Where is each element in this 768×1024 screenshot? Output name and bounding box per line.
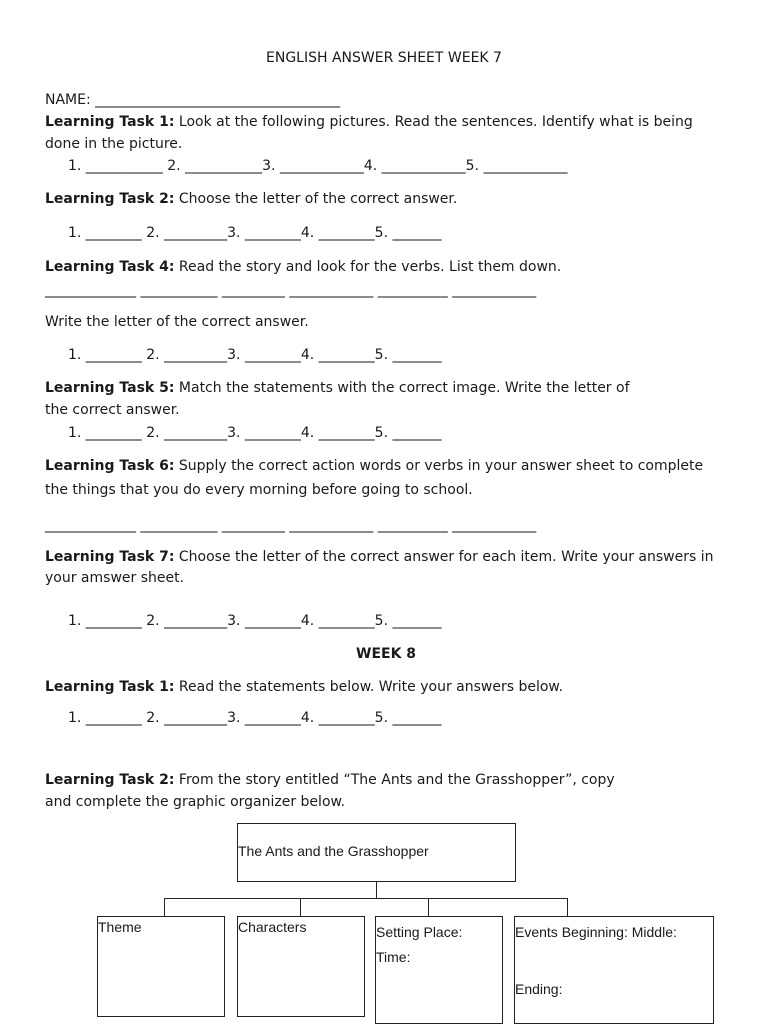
organizer-connector <box>164 898 165 916</box>
organizer-connector <box>164 898 568 899</box>
task-text: Choose the letter of the correct answer. <box>178 191 458 207</box>
task-label: Learning Task 2: <box>45 191 175 207</box>
task-label: Learning Task 1: <box>45 114 175 130</box>
task-4b-instruction: Write the letter of the correct answer. <box>45 314 309 330</box>
organizer-setting-box <box>375 916 503 1024</box>
task-2-answers: 1. ________ 2. _________3. ________4. ________5. _______ <box>68 225 442 241</box>
task-1-instruction <box>45 113 693 131</box>
organizer-connector <box>376 882 377 898</box>
task-text: Supply the correct action words or verbs in your answer sheet to complete <box>178 458 704 474</box>
week8-task-2-instruction-cont: and complete the graphic organizer below. <box>45 794 346 810</box>
task-text: Match the statements with the correct image. Write the letter of <box>178 380 630 396</box>
task-4b-answers: 1. ________ 2. _________3. ________4. ________5. _______ <box>68 347 442 363</box>
task-1-instruction-cont: done in the picture. <box>45 136 183 152</box>
task-7-answers: 1. ________ 2. _________3. ________4. ________5. _______ <box>68 613 442 629</box>
task-label: Learning Task 1: <box>45 679 175 695</box>
organizer-events-label: Events Beginning: Middle: <box>515 924 677 940</box>
organizer-connector <box>300 898 301 916</box>
task-text: Choose the letter of the correct answer for each item. Write your answers in <box>178 549 714 565</box>
organizer-setting-time-label: Time: <box>376 949 411 965</box>
task-4-instruction <box>45 258 561 276</box>
organizer-ending-label: Ending: <box>515 981 563 997</box>
task-label: Learning Task 2: <box>45 772 175 788</box>
organizer-theme-label: Theme <box>98 919 142 935</box>
week8-task-2-instruction <box>45 771 615 789</box>
task-6-instruction <box>45 457 703 475</box>
week-8-heading: WEEK 8 <box>356 646 417 662</box>
task-label: Learning Task 4: <box>45 259 175 275</box>
task-text: Look at the following pictures. Read the sentences. Identify what is being <box>178 114 693 130</box>
task-text: From the story entitled “The Ants and the Grasshopper”, copy <box>178 772 615 788</box>
task-6-blanks: _____________ ___________ _________ ____________ __________ ____________ <box>45 517 537 533</box>
task-5-instruction-cont: the correct answer. <box>45 402 180 418</box>
organizer-root-label: The Ants and the Grasshopper <box>238 843 429 859</box>
task-6-instruction-cont: the things that you do every morning before going to school. <box>45 482 473 498</box>
task-text: Read the statements below. Write your answers below. <box>178 679 564 695</box>
task-label: Learning Task 6: <box>45 458 175 474</box>
week8-task-1-instruction <box>45 678 563 696</box>
organizer-connector <box>428 898 429 916</box>
task-label: Learning Task 7: <box>45 549 175 565</box>
page-title: ENGLISH ANSWER SHEET WEEK 7 <box>266 50 502 66</box>
task-7-instruction-cont: your amswer sheet. <box>45 570 185 586</box>
organizer-connector <box>567 898 568 916</box>
organizer-setting-place-label: Setting Place: <box>376 924 463 940</box>
task-text: Read the story and look for the verbs. List them down. <box>178 259 562 275</box>
task-1-answers: 1. ___________ 2. ___________3. ____________4. ____________5. ____________ <box>68 158 568 174</box>
organizer-characters-box <box>237 916 365 1017</box>
name-line: NAME: ___________________________________ <box>45 92 341 108</box>
task-label: Learning Task 5: <box>45 380 175 396</box>
organizer-characters-label: Characters <box>238 919 307 935</box>
task-5-answers: 1. ________ 2. _________3. ________4. ________5. _______ <box>68 425 442 441</box>
task-2-instruction <box>45 190 457 208</box>
task-7-instruction <box>45 548 713 566</box>
task-5-instruction <box>45 379 630 397</box>
organizer-root-box <box>237 823 516 882</box>
organizer-theme-box <box>97 916 225 1017</box>
organizer-events-box <box>514 916 714 1024</box>
task-4-blanks: _____________ ___________ _________ ____________ __________ ____________ <box>45 282 537 298</box>
week8-task-1-answers: 1. ________ 2. _________3. ________4. ________5. _______ <box>68 710 442 726</box>
